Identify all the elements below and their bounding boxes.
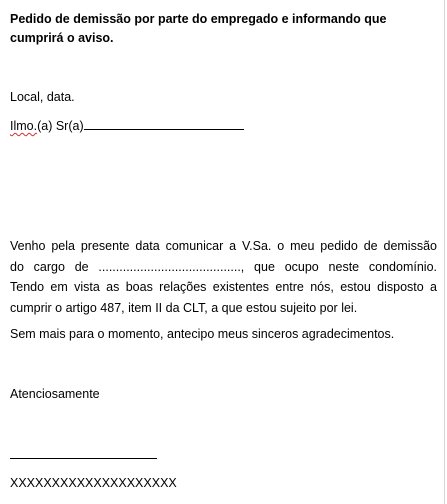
body-paragraph xyxy=(10,236,437,318)
place-date: Local, data. xyxy=(10,90,75,104)
addressee-line xyxy=(10,117,244,135)
addressee-suffix: (a) Sr(a) xyxy=(37,119,84,133)
sign-off: Atenciosamente xyxy=(10,387,100,401)
body-line: Venho pela presente data comunicar a V.Sa. o meu pedido de demissão xyxy=(10,239,437,253)
addressee-prefix: Ilmo. xyxy=(10,119,38,133)
body-line: cumprir o artigo 487, item II da CLT, a que estou sujeito por lei. xyxy=(10,300,358,315)
signature-line xyxy=(10,458,157,459)
document-title: Pedido de demissão por parte do empregado e informando que cumprirá o aviso. xyxy=(10,12,387,45)
body-line: Tendo em vista as boas relações existentes entre nós, estou disposto a xyxy=(10,280,437,294)
closing-paragraph: Sem mais para o momento, antecipo meus sinceros agradecimentos. xyxy=(10,327,395,341)
body-line: do cargo de ........................................., que ocupo neste condomínio. xyxy=(10,259,437,274)
addressee-blank xyxy=(84,118,244,130)
signature-name: XXXXXXXXXXXXXXXXXXXX xyxy=(10,476,177,490)
page-border xyxy=(444,0,445,504)
